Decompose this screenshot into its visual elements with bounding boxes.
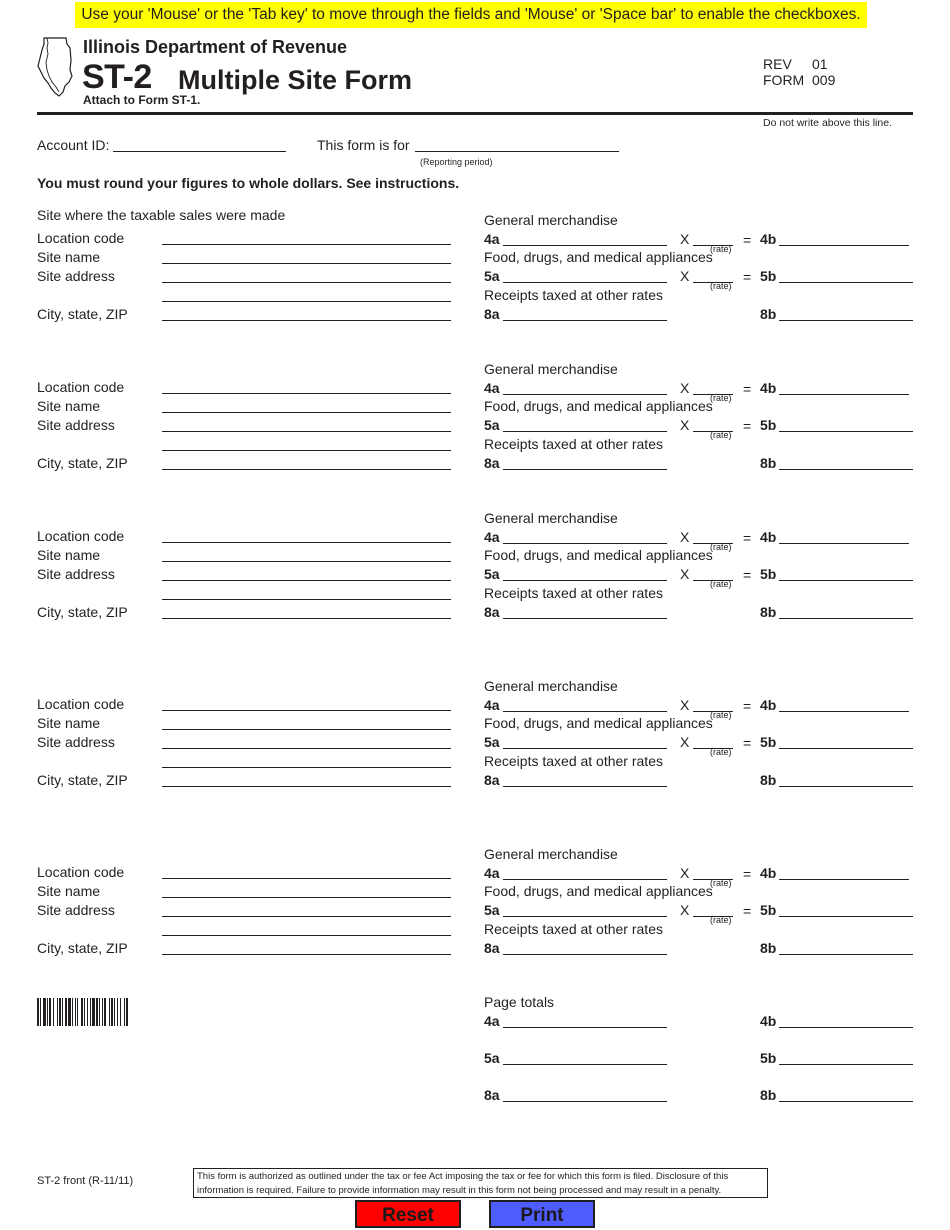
barcode-bar — [57, 998, 58, 1026]
site-address-line2-field[interactable] — [162, 436, 451, 451]
rate-4-caption: (rate) — [710, 710, 732, 720]
city-state-zip-field[interactable] — [162, 604, 451, 619]
line-8b-label: 8b — [760, 604, 777, 620]
line-4b-field[interactable] — [779, 380, 909, 395]
line-4b-field[interactable] — [779, 231, 909, 246]
site-name-label: Site name — [37, 547, 101, 563]
barcode-bar — [65, 998, 67, 1026]
equals-sign: = — [743, 418, 752, 434]
rate-4-caption: (rate) — [710, 393, 732, 403]
line-8a-label: 8a — [484, 604, 500, 620]
line-4a-field[interactable] — [503, 380, 667, 395]
line-5b-label: 5b — [760, 566, 777, 582]
location-code-field[interactable] — [162, 230, 451, 245]
general-merchandise-heading: General merchandise — [484, 212, 618, 228]
times-sign: X — [680, 902, 690, 918]
barcode-bar — [81, 998, 83, 1026]
line-8b-label: 8b — [760, 772, 777, 788]
city-state-zip-field[interactable] — [162, 455, 451, 470]
times-sign: X — [680, 380, 690, 396]
form-revision-id: ST-2 front (R-11/11) — [37, 1175, 134, 1187]
rate-4-caption: (rate) — [710, 542, 732, 552]
form-for-label: This form is for — [317, 137, 410, 153]
site-address-label: Site address — [37, 902, 115, 918]
site-address-line2-field[interactable] — [162, 585, 451, 600]
site-address-field[interactable] — [162, 902, 451, 917]
line-5a-field[interactable] — [503, 902, 667, 917]
line-8b-field[interactable] — [779, 772, 913, 787]
other-rates-heading: Receipts taxed at other rates — [484, 436, 663, 452]
site-address-field[interactable] — [162, 417, 451, 432]
barcode-bar — [62, 998, 63, 1026]
city-state-zip-field[interactable] — [162, 772, 451, 787]
rate-5-caption: (rate) — [710, 747, 732, 757]
line-8a-label: 8a — [484, 772, 500, 788]
form-code-value: 009 — [812, 72, 836, 88]
site-address-label: Site address — [37, 566, 115, 582]
account-id-field[interactable] — [113, 137, 286, 152]
site-address-line2-field[interactable] — [162, 753, 451, 768]
equals-sign: = — [743, 269, 752, 285]
barcode-bar — [114, 998, 115, 1026]
barcode-bar — [40, 998, 41, 1026]
line-8b-label: 8b — [760, 940, 777, 956]
site-address-label: Site address — [37, 268, 115, 284]
line-4a-label: 4a — [484, 380, 500, 396]
location-code-label: Location code — [37, 230, 125, 246]
line-4a-field[interactable] — [503, 529, 667, 544]
rev-label: REV — [763, 56, 792, 72]
line-4a-label: 4a — [484, 697, 500, 713]
line-5a-label: 5a — [484, 566, 500, 582]
site-name-field[interactable] — [162, 715, 451, 730]
page-totals-heading: Page totals — [484, 994, 555, 1010]
equals-sign: = — [743, 735, 752, 751]
barcode-bar — [87, 998, 88, 1026]
department-name: Illinois Department of Revenue — [83, 37, 348, 57]
line-8b-field[interactable] — [779, 940, 913, 955]
location-code-label: Location code — [37, 528, 125, 544]
site-name-field[interactable] — [162, 547, 451, 562]
location-code-field[interactable] — [162, 379, 451, 394]
disclosure-notice: This form is authorized as outlined under the tax or fee Act imposing the tax or fee for which this form is filed. Disclosure of this information is required. Failure to provide information may result in this form not being processed and may result in a penalty. — [193, 1168, 768, 1198]
account-id-label: Account ID: — [37, 137, 110, 153]
total-4a-label: 4a — [484, 1013, 500, 1029]
line-5b-field[interactable] — [779, 268, 913, 283]
reporting-period-caption: (Reporting period) — [420, 157, 493, 167]
line-4a-field[interactable] — [503, 865, 667, 880]
site-name-label: Site name — [37, 715, 101, 731]
site-name-label: Site name — [37, 398, 101, 414]
line-4a-label: 4a — [484, 529, 500, 545]
rounding-note: You must round your figures to whole dollars. See instructions. — [37, 175, 460, 191]
site-address-label: Site address — [37, 734, 115, 750]
times-sign: X — [680, 231, 690, 247]
times-sign: X — [680, 734, 690, 750]
line-5a-label: 5a — [484, 417, 500, 433]
line-8a-label: 8a — [484, 455, 500, 471]
barcode-bar — [84, 998, 85, 1026]
food-drugs-heading: Food, drugs, and medical appliances — [484, 883, 713, 899]
barcode-bar — [49, 998, 51, 1026]
line-8a-field[interactable] — [503, 772, 667, 787]
rate-5-caption: (rate) — [710, 915, 732, 925]
form-title: Multiple Site Form — [178, 65, 413, 95]
general-merchandise-heading: General merchandise — [484, 361, 618, 377]
site-name-field[interactable] — [162, 398, 451, 413]
city-state-zip-label: City, state, ZIP — [37, 772, 128, 788]
total-4b-label: 4b — [760, 1013, 777, 1029]
line-8a-label: 8a — [484, 306, 500, 322]
line-8b-label: 8b — [760, 306, 777, 322]
line-5b-label: 5b — [760, 417, 777, 433]
site-address-field[interactable] — [162, 566, 451, 581]
general-merchandise-heading: General merchandise — [484, 846, 618, 862]
equals-sign: = — [743, 530, 752, 546]
total-8b-field[interactable] — [779, 1087, 913, 1102]
total-4a-field[interactable] — [503, 1013, 667, 1028]
rate-4-caption: (rate) — [710, 878, 732, 888]
rate-4-caption: (rate) — [710, 244, 732, 254]
site-name-label: Site name — [37, 883, 101, 899]
general-merchandise-heading: General merchandise — [484, 510, 618, 526]
line-8b-field[interactable] — [779, 306, 913, 321]
total-5b-field[interactable] — [779, 1050, 913, 1065]
total-8a-label: 8a — [484, 1087, 500, 1103]
line-4b-label: 4b — [760, 529, 777, 545]
line-8a-field[interactable] — [503, 455, 667, 470]
line-4b-label: 4b — [760, 865, 777, 881]
general-merchandise-heading: General merchandise — [484, 678, 618, 694]
site-address-field[interactable] — [162, 734, 451, 749]
barcode-bar — [117, 998, 118, 1026]
times-sign: X — [680, 529, 690, 545]
line-5b-field[interactable] — [779, 734, 913, 749]
reporting-period-field[interactable] — [415, 137, 619, 152]
line-5b-label: 5b — [760, 902, 777, 918]
site-address-label: Site address — [37, 417, 115, 433]
line-5b-field[interactable] — [779, 902, 913, 917]
barcode-bar — [75, 998, 76, 1026]
site-name-field[interactable] — [162, 883, 451, 898]
line-5b-label: 5b — [760, 268, 777, 284]
print-button[interactable]: Print — [489, 1200, 595, 1228]
other-rates-heading: Receipts taxed at other rates — [484, 921, 663, 937]
city-state-zip-field[interactable] — [162, 940, 451, 955]
equals-sign: = — [743, 381, 752, 397]
site-name-field[interactable] — [162, 249, 451, 264]
line-5b-label: 5b — [760, 734, 777, 750]
total-5b-label: 5b — [760, 1050, 777, 1066]
form-code-label: FORM — [763, 72, 805, 88]
rate-5-caption: (rate) — [710, 281, 732, 291]
barcode-bar — [68, 998, 71, 1026]
barcode-bar — [96, 998, 98, 1026]
site-address-line2-field[interactable] — [162, 921, 451, 936]
line-5a-field[interactable] — [503, 417, 667, 432]
line-8a-field[interactable] — [503, 604, 667, 619]
site-address-line2-field[interactable] — [162, 287, 451, 302]
barcode-bar — [43, 998, 46, 1026]
total-8a-field[interactable] — [503, 1087, 667, 1102]
location-code-label: Location code — [37, 379, 125, 395]
times-sign: X — [680, 268, 690, 284]
location-code-field[interactable] — [162, 864, 451, 879]
line-4b-label: 4b — [760, 697, 777, 713]
line-8b-field[interactable] — [779, 455, 913, 470]
line-4a-label: 4a — [484, 231, 500, 247]
barcode-bar — [124, 998, 125, 1026]
location-code-field[interactable] — [162, 528, 451, 543]
barcode-bar — [104, 998, 106, 1026]
line-5a-label: 5a — [484, 734, 500, 750]
other-rates-heading: Receipts taxed at other rates — [484, 753, 663, 769]
times-sign: X — [680, 417, 690, 433]
line-4a-label: 4a — [484, 865, 500, 881]
line-8b-field[interactable] — [779, 604, 913, 619]
rate-5-caption: (rate) — [710, 430, 732, 440]
barcode-bar — [59, 998, 61, 1026]
barcode-bar — [126, 998, 128, 1026]
rate-5-caption: (rate) — [710, 579, 732, 589]
total-8b-label: 8b — [760, 1087, 777, 1103]
times-sign: X — [680, 697, 690, 713]
location-code-label: Location code — [37, 696, 125, 712]
line-8a-field[interactable] — [503, 306, 667, 321]
line-4b-field[interactable] — [779, 865, 909, 880]
times-sign: X — [680, 566, 690, 582]
line-8a-field[interactable] — [503, 940, 667, 955]
line-4b-label: 4b — [760, 380, 777, 396]
line-4a-field[interactable] — [503, 697, 667, 712]
line-5a-field[interactable] — [503, 566, 667, 581]
rev-value: 01 — [812, 56, 828, 72]
barcode-bar — [102, 998, 103, 1026]
header-divider — [37, 112, 913, 115]
line-5b-field[interactable] — [779, 417, 913, 432]
line-4b-label: 4b — [760, 231, 777, 247]
instructions-banner: Use your 'Mouse' or the 'Tab key' to move through the fields and 'Mouse' or 'Space bar' to enable the checkboxes. — [75, 2, 867, 28]
line-4b-field[interactable] — [779, 697, 909, 712]
equals-sign: = — [743, 698, 752, 714]
barcode-bar — [53, 998, 54, 1026]
barcode-bar — [111, 998, 113, 1026]
equals-sign: = — [743, 567, 752, 583]
line-5a-field[interactable] — [503, 268, 667, 283]
city-state-zip-label: City, state, ZIP — [37, 306, 128, 322]
other-rates-heading: Receipts taxed at other rates — [484, 287, 663, 303]
line-8b-label: 8b — [760, 455, 777, 471]
do-not-write-note: Do not write above this line. — [763, 117, 892, 129]
line-5a-label: 5a — [484, 268, 500, 284]
location-code-field[interactable] — [162, 696, 451, 711]
barcode-bar — [72, 998, 73, 1026]
food-drugs-heading: Food, drugs, and medical appliances — [484, 547, 713, 563]
equals-sign: = — [743, 903, 752, 919]
barcode-bar — [90, 998, 91, 1026]
equals-sign: = — [743, 866, 752, 882]
site-name-label: Site name — [37, 249, 101, 265]
city-state-zip-label: City, state, ZIP — [37, 604, 128, 620]
line-8a-label: 8a — [484, 940, 500, 956]
line-5a-field[interactable] — [503, 734, 667, 749]
reset-button[interactable]: Reset — [355, 1200, 461, 1228]
barcode-icon — [37, 998, 197, 1026]
city-state-zip-field[interactable] — [162, 306, 451, 321]
location-code-label: Location code — [37, 864, 125, 880]
barcode-bar — [92, 998, 95, 1026]
total-5a-label: 5a — [484, 1050, 500, 1066]
line-4a-field[interactable] — [503, 231, 667, 246]
form-number: ST-2 — [82, 58, 152, 96]
barcode-bar — [47, 998, 48, 1026]
barcode-bar — [120, 998, 121, 1026]
barcode-bar — [37, 998, 39, 1026]
site-address-field[interactable] — [162, 268, 451, 283]
line-5b-field[interactable] — [779, 566, 913, 581]
barcode-bar — [99, 998, 100, 1026]
food-drugs-heading: Food, drugs, and medical appliances — [484, 398, 713, 414]
city-state-zip-label: City, state, ZIP — [37, 940, 128, 956]
equals-sign: = — [743, 232, 752, 248]
line-5a-label: 5a — [484, 902, 500, 918]
barcode-bar — [109, 998, 110, 1026]
total-5a-field[interactable] — [503, 1050, 667, 1065]
line-4b-field[interactable] — [779, 529, 909, 544]
total-4b-field[interactable] — [779, 1013, 913, 1028]
attach-note: Attach to Form ST-1. — [83, 93, 201, 107]
city-state-zip-label: City, state, ZIP — [37, 455, 128, 471]
food-drugs-heading: Food, drugs, and medical appliances — [484, 249, 713, 265]
food-drugs-heading: Food, drugs, and medical appliances — [484, 715, 713, 731]
barcode-bar — [77, 998, 78, 1026]
site-heading: Site where the taxable sales were made — [37, 207, 286, 223]
illinois-state-icon — [36, 36, 76, 98]
times-sign: X — [680, 865, 690, 881]
other-rates-heading: Receipts taxed at other rates — [484, 585, 663, 601]
